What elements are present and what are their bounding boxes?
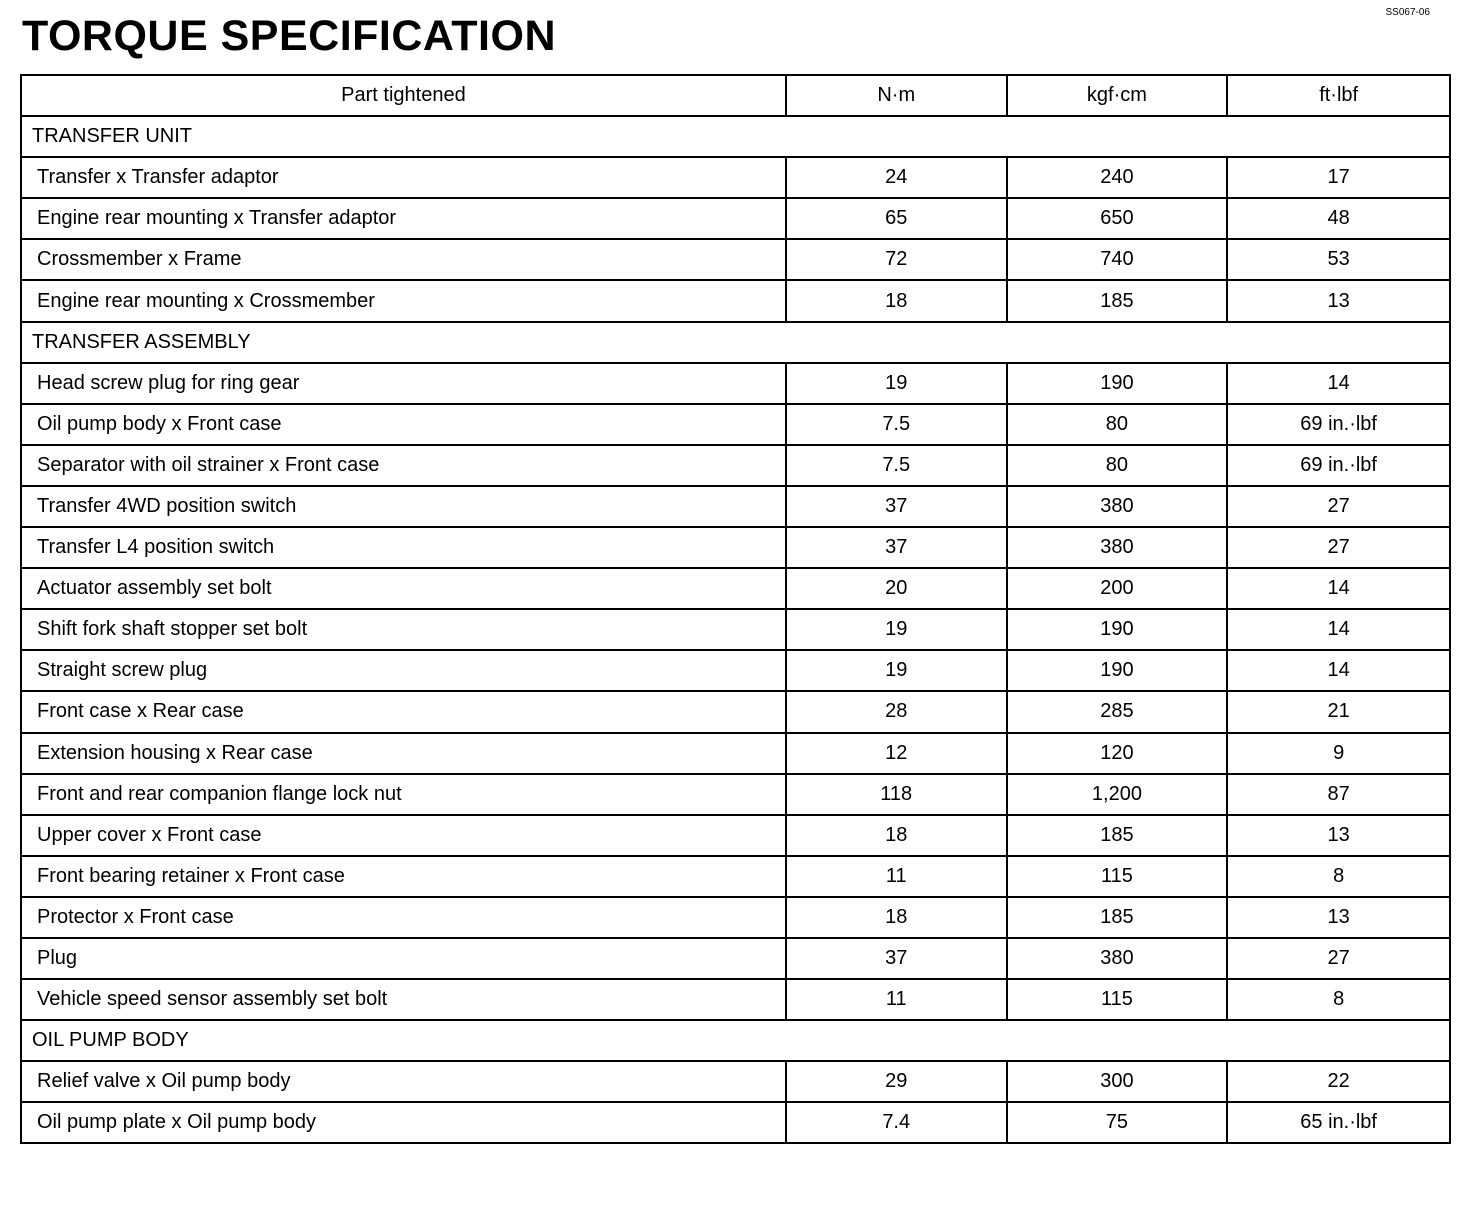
part-cell: Plug — [21, 938, 786, 979]
nm-cell: 20 — [786, 568, 1007, 609]
ftlbf-cell: 87 — [1227, 774, 1450, 815]
part-cell: Oil pump plate x Oil pump body — [21, 1102, 786, 1143]
kgfcm-cell: 185 — [1007, 897, 1228, 938]
table-row — [21, 445, 1450, 486]
table-row — [21, 691, 1450, 732]
kgfcm-cell: 120 — [1007, 733, 1228, 774]
table-row — [21, 897, 1450, 938]
ftlbf-cell: 17 — [1227, 157, 1450, 198]
kgfcm-cell: 380 — [1007, 527, 1228, 568]
section-title: TRANSFER ASSEMBLY — [21, 322, 1450, 363]
kgfcm-cell: 285 — [1007, 691, 1228, 732]
ftlbf-cell: 14 — [1227, 650, 1450, 691]
ftlbf-cell: 65 in.·lbf — [1227, 1102, 1450, 1143]
kgfcm-cell: 240 — [1007, 157, 1228, 198]
nm-cell: 18 — [786, 897, 1007, 938]
ftlbf-cell: 13 — [1227, 897, 1450, 938]
ftlbf-cell: 27 — [1227, 938, 1450, 979]
table-row — [21, 198, 1450, 239]
kgfcm-cell: 1,200 — [1007, 774, 1228, 815]
ftlbf-cell: 27 — [1227, 486, 1450, 527]
ftlbf-cell: 53 — [1227, 239, 1450, 280]
part-cell: Front bearing retainer x Front case — [21, 856, 786, 897]
table-row — [21, 404, 1450, 445]
kgfcm-cell: 190 — [1007, 363, 1228, 404]
section-row — [21, 322, 1450, 363]
ftlbf-cell: 69 in.·lbf — [1227, 445, 1450, 486]
section-title: TRANSFER UNIT — [21, 116, 1450, 157]
ftlbf-cell: 69 in.·lbf — [1227, 404, 1450, 445]
part-cell: Vehicle speed sensor assembly set bolt — [21, 979, 786, 1020]
kgfcm-cell: 740 — [1007, 239, 1228, 280]
part-cell: Upper cover x Front case — [21, 815, 786, 856]
table-row — [21, 856, 1450, 897]
table-row — [21, 650, 1450, 691]
header-nm: N·m — [786, 75, 1007, 116]
table-row — [21, 239, 1450, 280]
nm-cell: 7.4 — [786, 1102, 1007, 1143]
header-part: Part tightened — [21, 75, 786, 116]
page-title: TORQUE SPECIFICATION — [22, 12, 556, 60]
table-row — [21, 815, 1450, 856]
nm-cell: 65 — [786, 198, 1007, 239]
part-cell: Extension housing x Rear case — [21, 733, 786, 774]
nm-cell: 24 — [786, 157, 1007, 198]
section-row — [21, 1020, 1450, 1061]
kgfcm-cell: 115 — [1007, 856, 1228, 897]
nm-cell: 19 — [786, 609, 1007, 650]
nm-cell: 11 — [786, 979, 1007, 1020]
nm-cell: 37 — [786, 938, 1007, 979]
kgfcm-cell: 380 — [1007, 938, 1228, 979]
part-cell: Transfer 4WD position switch — [21, 486, 786, 527]
part-cell: Engine rear mounting x Crossmember — [21, 280, 786, 321]
nm-cell: 7.5 — [786, 404, 1007, 445]
kgfcm-cell: 190 — [1007, 609, 1228, 650]
part-cell: Protector x Front case — [21, 897, 786, 938]
part-cell: Front case x Rear case — [21, 691, 786, 732]
header-row — [21, 75, 1450, 116]
table-row — [21, 363, 1450, 404]
nm-cell: 19 — [786, 363, 1007, 404]
table-row — [21, 1061, 1450, 1102]
part-cell: Actuator assembly set bolt — [21, 568, 786, 609]
kgfcm-cell: 80 — [1007, 404, 1228, 445]
part-cell: Front and rear companion flange lock nut — [21, 774, 786, 815]
kgfcm-cell: 75 — [1007, 1102, 1228, 1143]
kgfcm-cell: 200 — [1007, 568, 1228, 609]
nm-cell: 12 — [786, 733, 1007, 774]
part-cell: Crossmember x Frame — [21, 239, 786, 280]
part-cell: Transfer x Transfer adaptor — [21, 157, 786, 198]
table-row — [21, 609, 1450, 650]
kgfcm-cell: 185 — [1007, 280, 1228, 321]
ftlbf-cell: 8 — [1227, 979, 1450, 1020]
kgfcm-cell: 190 — [1007, 650, 1228, 691]
torque-table — [20, 74, 1451, 1144]
ftlbf-cell: 13 — [1227, 815, 1450, 856]
part-cell: Separator with oil strainer x Front case — [21, 445, 786, 486]
section-title: OIL PUMP BODY — [21, 1020, 1450, 1061]
table-row — [21, 979, 1450, 1020]
table-row — [21, 774, 1450, 815]
nm-cell: 29 — [786, 1061, 1007, 1102]
table-row — [21, 733, 1450, 774]
table-row — [21, 938, 1450, 979]
part-cell: Relief valve x Oil pump body — [21, 1061, 786, 1102]
kgfcm-cell: 650 — [1007, 198, 1228, 239]
kgfcm-cell: 380 — [1007, 486, 1228, 527]
kgfcm-cell: 115 — [1007, 979, 1228, 1020]
nm-cell: 37 — [786, 527, 1007, 568]
table-row — [21, 1102, 1450, 1143]
header-ftlbf: ft·lbf — [1227, 75, 1450, 116]
ftlbf-cell: 14 — [1227, 363, 1450, 404]
ftlbf-cell: 21 — [1227, 691, 1450, 732]
table-row — [21, 527, 1450, 568]
ftlbf-cell: 13 — [1227, 280, 1450, 321]
ftlbf-cell: 22 — [1227, 1061, 1450, 1102]
kgfcm-cell: 185 — [1007, 815, 1228, 856]
part-cell: Shift fork shaft stopper set bolt — [21, 609, 786, 650]
table-row — [21, 280, 1450, 321]
part-cell: Transfer L4 position switch — [21, 527, 786, 568]
nm-cell: 18 — [786, 815, 1007, 856]
ftlbf-cell: 27 — [1227, 527, 1450, 568]
part-cell: Oil pump body x Front case — [21, 404, 786, 445]
ftlbf-cell: 14 — [1227, 609, 1450, 650]
nm-cell: 7.5 — [786, 445, 1007, 486]
part-cell: Head screw plug for ring gear — [21, 363, 786, 404]
ftlbf-cell: 14 — [1227, 568, 1450, 609]
kgfcm-cell: 80 — [1007, 445, 1228, 486]
part-cell: Engine rear mounting x Transfer adaptor — [21, 198, 786, 239]
header-kgfcm: kgf·cm — [1007, 75, 1228, 116]
nm-cell: 19 — [786, 650, 1007, 691]
ftlbf-cell: 8 — [1227, 856, 1450, 897]
part-cell: Straight screw plug — [21, 650, 786, 691]
table-row — [21, 486, 1450, 527]
ftlbf-cell: 9 — [1227, 733, 1450, 774]
nm-cell: 28 — [786, 691, 1007, 732]
figure-code: SS067-06 — [1385, 7, 1430, 18]
table-row — [21, 568, 1450, 609]
kgfcm-cell: 300 — [1007, 1061, 1228, 1102]
nm-cell: 11 — [786, 856, 1007, 897]
nm-cell: 37 — [786, 486, 1007, 527]
table-row — [21, 157, 1450, 198]
nm-cell: 18 — [786, 280, 1007, 321]
ftlbf-cell: 48 — [1227, 198, 1450, 239]
nm-cell: 72 — [786, 239, 1007, 280]
section-row — [21, 116, 1450, 157]
nm-cell: 118 — [786, 774, 1007, 815]
